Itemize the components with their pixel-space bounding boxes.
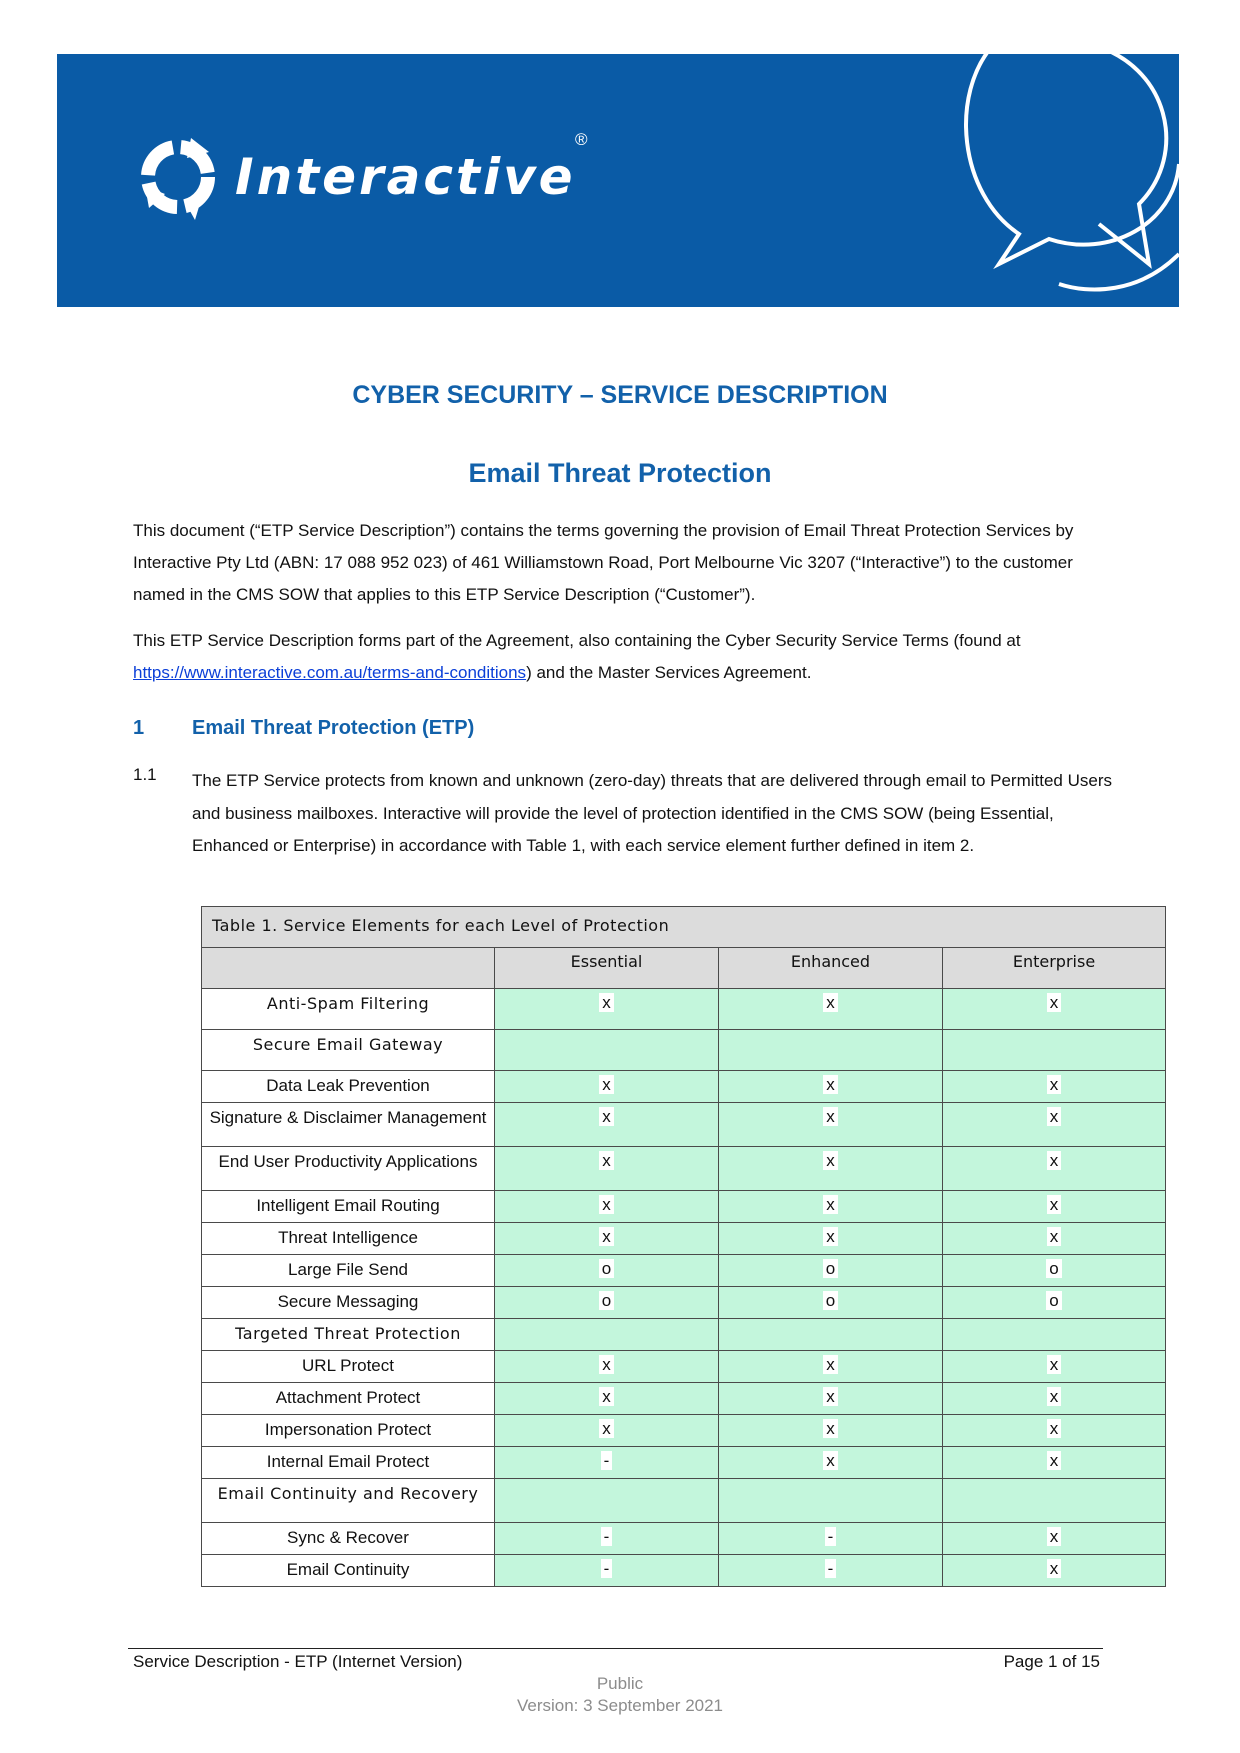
table-caption: Table 1. Service Elements for each Level of Protection (202, 907, 1166, 948)
row-label: Data Leak Prevention (202, 1071, 495, 1103)
level-mark: x (823, 1107, 838, 1126)
section-number: 1 (133, 717, 145, 739)
brand-name: Interactive (235, 148, 576, 206)
document-title: CYBER SECURITY – SERVICE DESCRIPTION (352, 381, 888, 409)
level-mark: x (823, 1355, 838, 1374)
level-cell (719, 1447, 943, 1479)
level-cell (719, 1103, 943, 1147)
level-cell (943, 1351, 1166, 1383)
table-row (202, 1030, 1166, 1071)
level-cell (719, 1287, 943, 1319)
level-mark: o (1046, 1259, 1061, 1278)
registered-mark: ® (575, 130, 588, 149)
level-mark: - (601, 1451, 613, 1470)
level-mark: o (1046, 1291, 1061, 1310)
level-cell (943, 1287, 1166, 1319)
column-header-essential: Essential (495, 948, 719, 989)
level-cell (719, 989, 943, 1030)
row-label: Internal Email Protect (202, 1447, 495, 1479)
document-subtitle: Email Threat Protection (468, 458, 772, 488)
table-row (202, 1319, 1166, 1351)
level-cell (719, 1555, 943, 1587)
header-blank-cell (202, 948, 495, 989)
level-cell (719, 1255, 943, 1287)
row-label: Email Continuity (202, 1555, 495, 1587)
level-cell (719, 1030, 943, 1071)
level-cell (943, 1319, 1166, 1351)
level-mark: x (1047, 1075, 1062, 1094)
table-row (202, 1287, 1166, 1319)
level-cell (495, 1287, 719, 1319)
level-mark: - (825, 1527, 837, 1546)
table-row (202, 1255, 1166, 1287)
level-cell (719, 1191, 943, 1223)
level-cell (943, 1071, 1166, 1103)
table-row (202, 1555, 1166, 1587)
level-cell (943, 1223, 1166, 1255)
table-row (202, 1523, 1166, 1555)
level-mark: x (823, 1419, 838, 1438)
level-cell (495, 1351, 719, 1383)
level-cell (495, 1383, 719, 1415)
level-mark: x (1047, 1419, 1062, 1438)
level-cell (719, 1351, 943, 1383)
level-mark: x (1047, 993, 1062, 1012)
level-cell (719, 1383, 943, 1415)
level-cell (719, 1223, 943, 1255)
level-cell (719, 1523, 943, 1555)
row-label: Secure Email Gateway (202, 1030, 495, 1071)
level-cell (943, 989, 1166, 1030)
level-mark: o (823, 1291, 838, 1310)
level-mark: - (825, 1559, 837, 1578)
level-mark: - (601, 1559, 613, 1578)
level-mark: x (599, 1387, 614, 1406)
row-label: URL Protect (202, 1351, 495, 1383)
level-cell (495, 1147, 719, 1191)
table-row (202, 1415, 1166, 1447)
footer-divider (128, 1648, 1103, 1649)
table-row (202, 1447, 1166, 1479)
table-caption-row (202, 907, 1166, 948)
level-cell (943, 1523, 1166, 1555)
level-cell (495, 1555, 719, 1587)
service-elements-table (201, 906, 1166, 1587)
level-mark: x (1047, 1151, 1062, 1170)
column-header-enterprise: Enterprise (943, 948, 1166, 989)
level-cell (495, 1447, 719, 1479)
table-row (202, 1479, 1166, 1523)
level-cell (943, 1103, 1166, 1147)
level-mark: x (1047, 1387, 1062, 1406)
header-banner (57, 54, 1179, 307)
level-mark: x (823, 1151, 838, 1170)
level-cell (943, 1255, 1166, 1287)
table-row (202, 1071, 1166, 1103)
level-mark: x (1047, 1195, 1062, 1214)
level-mark: x (599, 1419, 614, 1438)
row-label: Sync & Recover (202, 1523, 495, 1555)
level-mark: x (823, 1387, 838, 1406)
row-label: Anti-Spam Filtering (202, 989, 495, 1030)
row-label: Signature & Disclaimer Management (202, 1103, 495, 1147)
level-mark: x (599, 1227, 614, 1246)
level-mark: x (823, 1195, 838, 1214)
level-cell (719, 1319, 943, 1351)
level-cell (719, 1415, 943, 1447)
level-mark: o (823, 1259, 838, 1278)
level-cell (495, 989, 719, 1030)
level-cell (495, 1523, 719, 1555)
footer-classification: Public (596, 1674, 644, 1693)
level-mark: - (601, 1527, 613, 1546)
terms-link[interactable]: https://www.interactive.com.au/terms-and-conditions (133, 663, 527, 682)
level-cell (495, 1030, 719, 1071)
level-mark: x (599, 993, 614, 1012)
row-label: Threat Intelligence (202, 1223, 495, 1255)
footer-page-number: Page 1 of 15 (1003, 1652, 1100, 1671)
level-mark: x (599, 1075, 614, 1094)
speech-bubble-art-icon (939, 54, 1179, 307)
level-mark: x (1047, 1527, 1062, 1546)
agreement-text-before: This ETP Service Description forms part of the Agreement, also containing the Cyber Security Service Terms (found at (133, 631, 1021, 650)
intro-paragraph: This document (“ETP Service Description”) contains the terms governing the provision of Email Threat Protection Services by Interactive Pty Ltd (ABN: 17 088 952 023) of 461 Williamstown Road, Port Melbourne Vic 3207 (“Interactive”) to the customer named in the CMS SOW that applies to this ETP Service Description (“Customer”). (133, 521, 1074, 604)
row-label: End User Productivity Applications (202, 1147, 495, 1191)
agreement-paragraph (133, 625, 1123, 689)
level-mark: o (599, 1291, 614, 1310)
level-cell (495, 1319, 719, 1351)
table-header-row (202, 948, 1166, 989)
level-cell (943, 1415, 1166, 1447)
level-cell (943, 1147, 1166, 1191)
level-mark: x (599, 1355, 614, 1374)
row-label: Targeted Threat Protection (202, 1319, 495, 1351)
level-mark: x (599, 1107, 614, 1126)
row-label: Email Continuity and Recovery (202, 1479, 495, 1523)
level-cell (943, 1030, 1166, 1071)
level-mark: x (823, 993, 838, 1012)
level-cell (495, 1191, 719, 1223)
level-cell (495, 1223, 719, 1255)
level-cell (719, 1147, 943, 1191)
clause-number: 1.1 (133, 765, 157, 784)
level-cell (943, 1447, 1166, 1479)
table-row (202, 1103, 1166, 1147)
row-label: Intelligent Email Routing (202, 1191, 495, 1223)
table-row (202, 1351, 1166, 1383)
level-cell (495, 1103, 719, 1147)
table-row (202, 989, 1166, 1030)
level-cell (719, 1071, 943, 1103)
section-title: Email Threat Protection (ETP) (192, 717, 475, 739)
column-header-enhanced: Enhanced (719, 948, 943, 989)
level-mark: x (1047, 1227, 1062, 1246)
level-cell (495, 1415, 719, 1447)
level-cell (495, 1479, 719, 1523)
table-row (202, 1147, 1166, 1191)
level-cell (943, 1479, 1166, 1523)
footer-document-name: Service Description - ETP (Internet Version) (133, 1652, 463, 1671)
level-mark: x (823, 1075, 838, 1094)
level-mark: x (1047, 1451, 1062, 1470)
row-label: Attachment Protect (202, 1383, 495, 1415)
level-mark: x (599, 1195, 614, 1214)
row-label: Secure Messaging (202, 1287, 495, 1319)
recycle-arrows-icon (135, 134, 221, 220)
level-mark: x (1047, 1107, 1062, 1126)
level-cell (495, 1255, 719, 1287)
level-cell (943, 1555, 1166, 1587)
level-cell (943, 1383, 1166, 1415)
level-mark: x (823, 1451, 838, 1470)
level-cell (943, 1191, 1166, 1223)
table-row (202, 1383, 1166, 1415)
table-row (202, 1191, 1166, 1223)
level-mark: x (823, 1227, 838, 1246)
level-mark: x (599, 1151, 614, 1170)
agreement-text-after: ) and the Master Services Agreement. (526, 663, 812, 682)
company-logo (135, 130, 588, 220)
clause-text: The ETP Service protects from known and unknown (zero-day) threats that are delivered through email to Permitted Users and business mailboxes. Interactive will provide the level of protection identified in the CMS SOW (being Essential, Enhanced or Enterprise) in accordance with Table 1, with each service element further defined in item 2. (192, 771, 1113, 855)
level-mark: x (1047, 1559, 1062, 1578)
level-mark: x (1047, 1355, 1062, 1374)
footer-version: Version: 3 September 2021 (516, 1696, 724, 1715)
row-label: Impersonation Protect (202, 1415, 495, 1447)
row-label: Large File Send (202, 1255, 495, 1287)
table-row (202, 1223, 1166, 1255)
level-cell (719, 1479, 943, 1523)
level-cell (495, 1071, 719, 1103)
level-mark: o (599, 1259, 614, 1278)
